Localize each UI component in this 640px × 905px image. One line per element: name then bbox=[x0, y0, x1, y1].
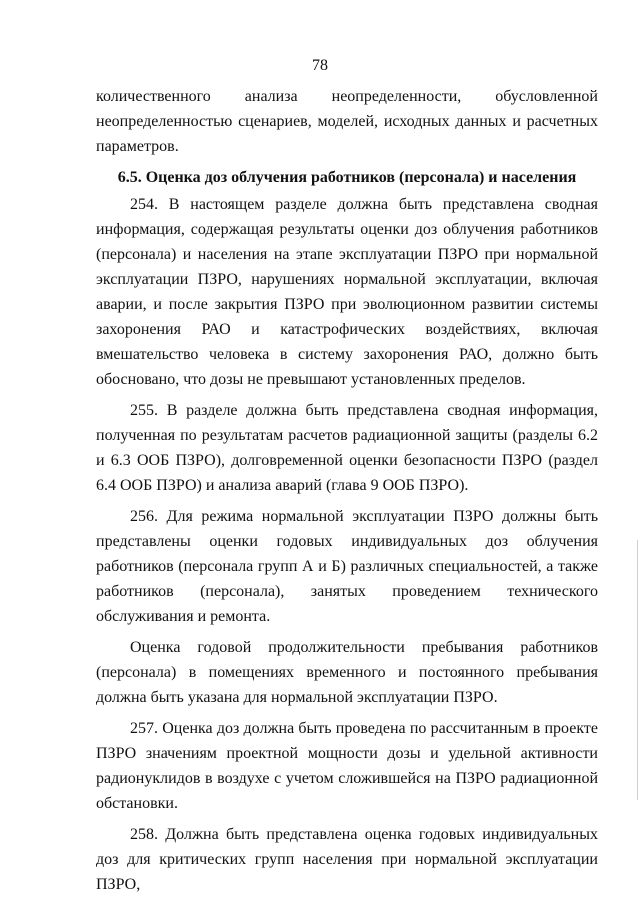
page-content bbox=[96, 84, 598, 901]
paragraph-258: 258. Должна быть представлена оценка годовых индивидуальных доз для критических групп населения при нормальной эксплуатации ПЗРО, bbox=[96, 826, 598, 893]
paragraph-intro: количественного анализа неопределенности, обусловленной неопределенностью сценариев, моделей, исходных данных и расчетных параметров. bbox=[96, 88, 598, 155]
page-number: 78 bbox=[312, 57, 328, 74]
paragraph-256: 256. Для режима нормальной эксплуатации ПЗРО должны быть представлены оценки годовых индивидуальных доз облучения работников (персонала групп А и Б) различных специальностей, а также работников (персонала), занятых проведением технического обслуживания и ремонта. bbox=[96, 508, 598, 625]
paragraph-255: 255. В разделе должна быть представлена сводная информация, полученная по результатам расчетов радиационной защиты (разделы 6.2 и 6.3 ООБ ПЗРО), долговременной оценки безопасности ПЗРО (раздел 6.4 ООБ ПЗРО) и анализа аварий (глава 9 ООБ ПЗРО). bbox=[96, 402, 598, 494]
paragraph-257: 257. Оценка доз должна быть проведена по рассчитанным в проекте ПЗРО значениям проектной мощности дозы и удельной активности радионуклидов в воздухе с учетом сложившейся на ПЗРО радиационной обстановки. bbox=[96, 720, 598, 812]
scan-edge-line bbox=[637, 540, 638, 800]
section-heading: 6.5. Оценка доз облучения работников (персонала) и населения bbox=[117, 169, 577, 186]
paragraph-256-continuation: Оценка годовой продолжительности пребывания работников (персонала) в помещениях временного и постоянного пребывания должна быть указана для нормальной эксплуатации ПЗРО. bbox=[96, 639, 598, 706]
paragraph-254: 254. В настоящем разделе должна быть представлена сводная информация, содержащая результаты оценки доз облучения работников (персонала) и населения на этапе эксплуатации ПЗРО при нормальной эксплуатации ПЗРО, нарушениях нормальной эксплуатации, включая аварии, и после закрытия ПЗРО при эволюционном развитии системы захоронения РАО и катастрофических воздействиях, включая вмешательство человека в систему захоронения РАО, должно быть обосновано, что дозы не превышают установленных пределов. bbox=[96, 196, 598, 388]
